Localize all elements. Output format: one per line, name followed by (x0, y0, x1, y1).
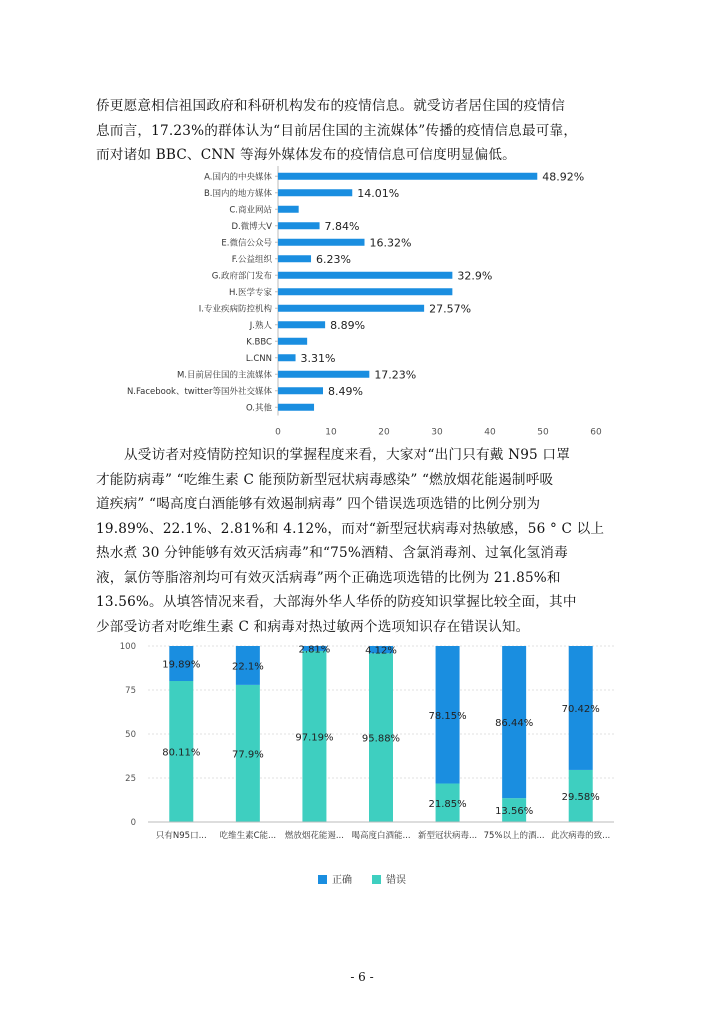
bar (278, 272, 452, 279)
category-label: L.CNN (245, 353, 272, 364)
bar (278, 338, 307, 345)
y-tick-label: 0 (130, 818, 136, 828)
data-label: 8.49% (327, 384, 363, 398)
bar (278, 255, 311, 262)
bar (278, 288, 452, 295)
legend-label: 错误 (386, 875, 406, 886)
data-label: 6.23% (316, 252, 351, 266)
data-label: 16.32% (369, 236, 412, 250)
data-label: 8.89% (330, 318, 366, 332)
data-label: 29.58% (561, 791, 600, 803)
category-label: F.公益组织 (231, 254, 272, 265)
data-label: 48.92% (542, 170, 585, 184)
category-label: 吃维生素C能... (219, 831, 277, 841)
category-label: N.Facebook、twitter等国外社交媒体 (126, 386, 272, 397)
category-label: H.医学专家 (229, 287, 272, 298)
text-line: 才能防病毒” “吃维生素 C 能预防新型冠状病毒感染” “燃放烟花能遏制呼吸 (96, 471, 554, 488)
text-line: 侨更愿意相信祖国政府和科研机构发布的疫情信息。就受访者居住国的疫情信 (96, 98, 565, 114)
bar (278, 222, 320, 229)
legend-label: 正确 (332, 875, 352, 886)
legend-swatch (318, 875, 327, 884)
bar (278, 305, 424, 312)
data-label: 86.44% (495, 718, 534, 730)
category-label: A.国内的中央媒体 (204, 172, 272, 183)
x-tick-label: 60 (590, 427, 602, 438)
bar (278, 387, 323, 394)
text-line: 而对诸如 BBC、CNN 等海外媒体发布的疫情信息可信度明显偏低。 (96, 147, 516, 163)
hbar-chart (0, 160, 724, 438)
x-tick-label: 20 (378, 427, 390, 438)
data-label: 19.89% (162, 659, 201, 671)
y-tick-label: 75 (125, 686, 136, 696)
data-label: 70.42% (561, 703, 600, 715)
legend-swatch (372, 875, 381, 884)
data-label: 95.88% (361, 733, 401, 745)
y-tick-label: 100 (119, 642, 136, 652)
data-label: 13.56% (495, 806, 534, 818)
x-tick-label: 40 (484, 427, 496, 438)
bar (278, 321, 325, 328)
category-label: 此次病毒的致... (551, 831, 611, 841)
data-label: 32.9% (457, 269, 493, 283)
x-tick-label: 0 (275, 427, 281, 438)
bar (278, 404, 314, 411)
data-label: 77.9% (231, 749, 264, 761)
category-label: D.微博大V (231, 221, 272, 232)
text-line: 13.56%。从填答情况来看，大部海外华人华侨的防疫知识掌握比较全面，其中 (96, 594, 577, 610)
data-label: 27.57% (429, 302, 472, 316)
category-label: C.商业网站 (229, 205, 272, 216)
x-tick-label: 50 (537, 427, 549, 438)
bar (278, 354, 296, 361)
category-label: M.目前居住国的主流媒体 (176, 370, 272, 381)
text-line: 热水煮 30 分钟能够有效灭活病毒”和“75%酒精、含氯消毒剂、过氧化氢消毒 (96, 545, 568, 561)
category-label: 喝高度白酒能... (351, 831, 411, 841)
category-label: K.BBC (246, 337, 272, 348)
category-label: 新型冠状病毒... (418, 831, 478, 841)
category-label: G.政府部门发布 (211, 271, 272, 282)
y-tick-label: 50 (125, 730, 136, 740)
paragraph-1 (96, 94, 636, 168)
data-label: 7.84% (324, 219, 360, 233)
category-label: 75%以上的酒... (483, 831, 545, 841)
category-label: B.国内的地方媒体 (203, 188, 272, 199)
text-line: 19.89%、22.1%、2.81%和 4.12%，而对“新型冠状病毒对热敏感，56 ° C 以上 (96, 520, 605, 537)
category-label: 只有N95口... (155, 831, 207, 841)
data-label: 2.81% (298, 644, 331, 656)
stacked-bar-chart (0, 636, 724, 906)
category-label: O.其他 (245, 403, 272, 414)
category-label: E.微信公众号 (221, 238, 272, 249)
text-line: 少部受访者对吃维生素 C 和病毒对热过敏两个选项知识存在错误认知。 (96, 618, 530, 635)
data-label: 80.11% (162, 747, 201, 759)
data-label: 78.15% (428, 710, 467, 722)
data-label: 97.19% (295, 732, 334, 744)
text-line: 息而言，17.23%的群体认为“目前居住国的主流媒体”传播的疫情信息最可靠， (96, 122, 578, 139)
bar (278, 239, 364, 246)
bar (278, 206, 299, 213)
paragraph-2 (96, 443, 636, 639)
text-line: 液，氯仿等脂溶剂均可有效灭活病毒”两个正确选项选错的比例为 21.85%和 (96, 569, 561, 586)
y-tick-label: 25 (125, 774, 136, 784)
data-label: 17.23% (374, 368, 417, 382)
data-label: 21.85% (428, 798, 467, 810)
bar (278, 189, 352, 196)
text-line: 从受访者对疫情防控知识的掌握程度来看，大家对“出门只有戴 N95 口罩 (124, 447, 571, 463)
data-label: 3.31% (300, 351, 336, 365)
data-label: 22.1% (231, 661, 264, 673)
text-line: 道疾病” “喝高度白酒能够有效遏制病毒” 四个错误选项选错的比例分别为 (96, 496, 541, 512)
page-number: - 6 - (350, 970, 374, 984)
bar (278, 173, 537, 180)
x-tick-label: 30 (431, 427, 443, 438)
category-label: I.专业疾病防控机构 (198, 304, 272, 315)
category-label: J.熟人 (249, 320, 272, 331)
bar (278, 371, 369, 378)
x-tick-label: 10 (325, 427, 337, 438)
data-label: 4.12% (365, 645, 397, 657)
data-label: 14.01% (357, 186, 400, 200)
category-label: 燃放烟花能遏... (284, 831, 344, 841)
